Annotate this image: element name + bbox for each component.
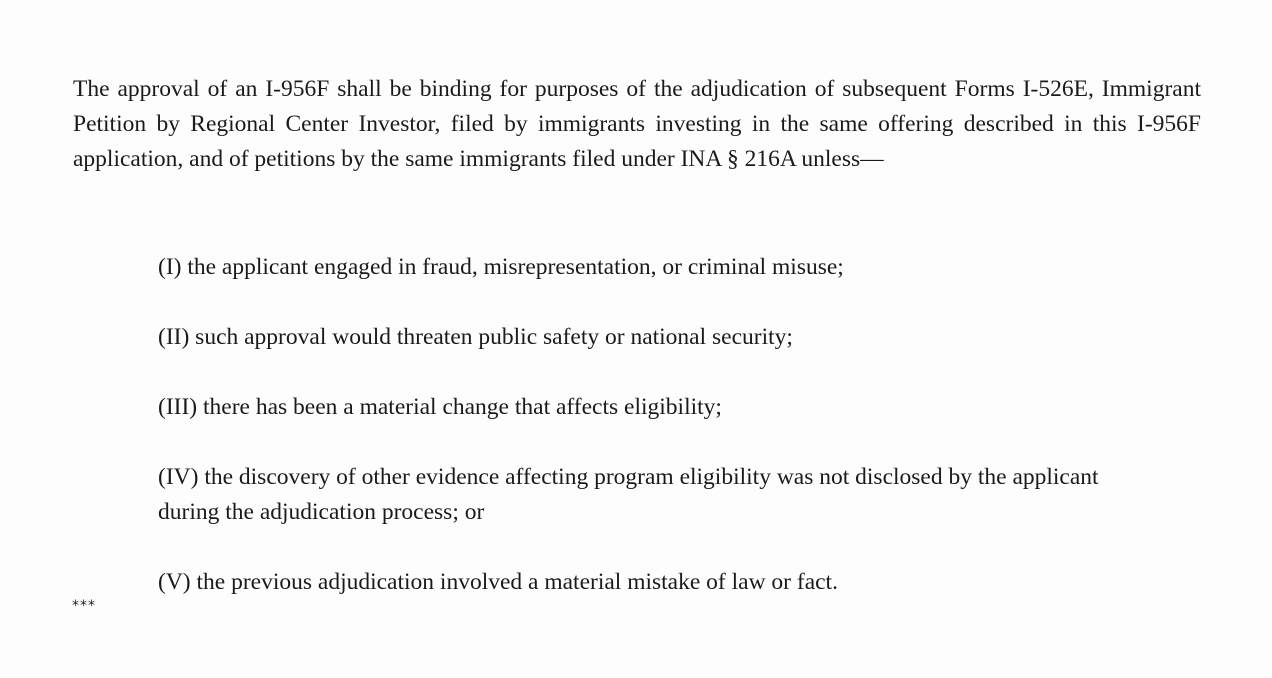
- clause-v: (V) the previous adjudication involved a material mistake of law or fact.: [158, 569, 838, 595]
- clause-i: (I) the applicant engaged in fraud, misrepresentation, or criminal misuse;: [158, 254, 844, 280]
- clause-iii: (III) there has been a material change that affects eligibility;: [158, 394, 722, 420]
- intro-paragraph: The approval of an I-956F shall be binding for purposes of the adjudication of subsequent Forms I-526E, Immigrant Petition by Regional Center Investor, filed by immigrants investing in the same offering described in this I-956F application, and of petitions by the same immigrants filed under INA § 216A unless—: [73, 76, 1201, 172]
- clause-ii: (II) such approval would threaten public safety or national security;: [158, 324, 793, 350]
- clause-iv: (IV) the discovery of other evidence affecting program eligibility was not disclosed by the applicant during the adjudication process; or: [158, 464, 1099, 525]
- omission-asterisks: ***: [72, 598, 96, 614]
